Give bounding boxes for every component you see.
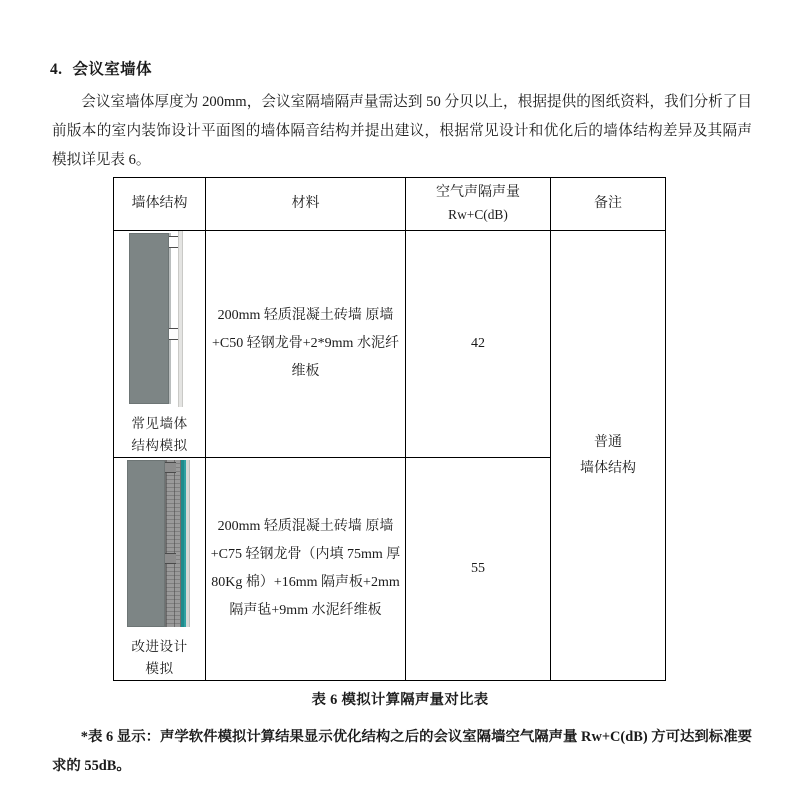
cell-structure-common — [114, 231, 206, 458]
structure-label-improved — [131, 636, 187, 680]
wall-mass-layer — [129, 233, 169, 404]
structure-label-common-line2: 结构模拟 — [131, 438, 188, 453]
header-sound-insulation-line1: 空气声隔声量 — [436, 185, 520, 200]
remark-line2: 墙体结构 — [580, 460, 636, 476]
simulation-table — [113, 177, 666, 681]
insulation-cavity-layer — [165, 460, 181, 627]
wall-diagram-improved-icon — [123, 458, 197, 630]
cell-material-improved: 200mm 轻质混凝土砖墙 原墙+C75 轻钢龙骨（内填 75mm 厚 80Kg 棉）+16mm 隔声板+2mm 隔声毡+9mm 水泥纤维板 — [206, 458, 406, 681]
section-number: 4. — [50, 61, 63, 78]
structure-label-improved-line2: 模拟 — [145, 661, 174, 676]
structure-label-common — [131, 413, 187, 457]
structure-diagram-improved-wrap — [114, 458, 205, 680]
wall-diagram-common-icon — [123, 231, 197, 407]
remark-line1: 普通 — [594, 434, 622, 450]
header-structure: 墙体结构 — [114, 178, 206, 231]
structure-label-improved-line1: 改进设计 — [131, 639, 188, 654]
header-sound-insulation — [406, 178, 551, 231]
cement-fiber-board-layer — [186, 460, 190, 627]
cell-material-common: 200mm 轻质混凝土砖墙 原墙+C50 轻钢龙骨+2*9mm 水泥纤维板 — [206, 231, 406, 458]
structure-diagram-common-wrap — [114, 231, 205, 457]
table-header-row — [114, 178, 666, 231]
table-footnote: *表 6 显示：声学软件模拟计算结果显示优化结构之后的会议室隔墙空气隔声量 Rw+C(dB) 方可达到标准要求的 55dB。 — [52, 729, 752, 774]
structure-label-common-line1: 常见墙体 — [131, 416, 188, 431]
cell-value-improved: 55 — [406, 458, 551, 681]
section-title: 会议室墙体 — [72, 61, 152, 78]
cement-fiber-board-layer — [178, 231, 183, 407]
cell-remark — [551, 231, 666, 681]
stud-bracket-top-icon — [165, 462, 176, 473]
header-material: 材料 — [206, 178, 406, 231]
table-caption: 表 6 模拟计算隔声量对比表 — [311, 692, 489, 708]
header-sound-insulation-line2: Rw+C(dB) — [448, 207, 508, 222]
cell-structure-improved — [114, 458, 206, 681]
cell-value-common: 42 — [406, 231, 551, 458]
intro-paragraph: 会议室墙体厚度为 200mm，会议室隔墙隔声量需达到 50 分贝以上，根据提供的图纸资料，我们分析了目前版本的室内装饰设计平面图的墙体隔音结构并提出建议，根据常见设计和优化后的墙体结构差异及其隔声模拟详见表 6。 — [52, 94, 752, 168]
simulation-table-wrapper — [113, 177, 665, 681]
section-heading — [50, 57, 152, 79]
wall-mass-layer — [127, 460, 165, 627]
table-row — [114, 231, 666, 458]
steel-stud-line — [169, 233, 171, 404]
header-remark: 备注 — [551, 178, 666, 231]
stud-bracket-bottom-icon — [165, 553, 176, 564]
